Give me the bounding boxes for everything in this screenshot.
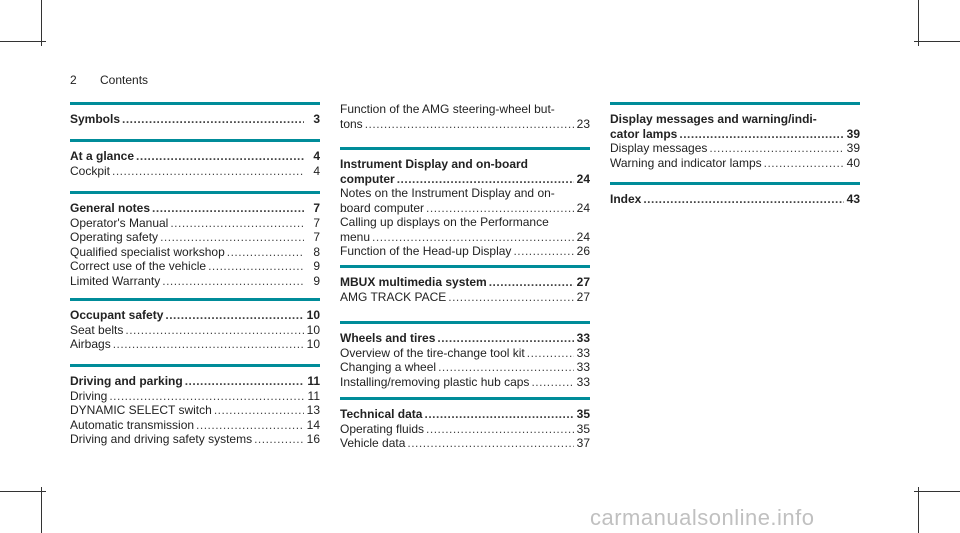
- dot-leader: [437, 331, 574, 346]
- dot-leader: [365, 117, 574, 132]
- toc-section-heading[interactable]: [340, 275, 590, 290]
- crop-mark: [0, 491, 46, 492]
- dot-leader: [531, 375, 574, 390]
- toc-entry-title: Driving: [70, 388, 108, 403]
- toc-section-heading[interactable]: [70, 112, 320, 127]
- toc-entry-text: Instrument Display and on-board: [340, 157, 529, 171]
- toc-entry-title: board computer: [340, 200, 425, 215]
- toc-section-heading[interactable]: [340, 172, 590, 187]
- crop-mark: [41, 0, 42, 46]
- dot-leader: [426, 422, 574, 437]
- dot-leader: [679, 127, 844, 142]
- crop-mark: [914, 41, 960, 42]
- dot-leader: [125, 323, 304, 338]
- dot-leader: [448, 290, 574, 305]
- toc-entry-title: Correct use of the vehicle: [70, 259, 207, 273]
- toc-entry-text: Notes on the Instrument Display and on-: [340, 186, 555, 200]
- toc-page-number: 24: [576, 171, 590, 186]
- dot-leader: [254, 432, 304, 447]
- dot-leader: [407, 436, 574, 451]
- toc-section: [70, 139, 320, 178]
- dot-leader: [185, 374, 304, 389]
- toc-page-number: 24: [576, 200, 590, 215]
- dot-leader: [397, 172, 574, 187]
- toc-page-number: 37: [576, 436, 590, 450]
- toc-entry-title: menu: [340, 229, 371, 244]
- section-rule: [70, 364, 320, 367]
- toc-entry-text: Function of the AMG steering-wheel but-: [340, 102, 555, 116]
- toc-entry[interactable]: [340, 346, 590, 361]
- toc-entry[interactable]: [70, 274, 320, 289]
- toc-page-number: 9: [313, 259, 320, 273]
- toc-page-number: 4: [313, 149, 320, 163]
- dot-leader: [112, 164, 304, 179]
- toc-entry[interactable]: [340, 117, 590, 132]
- toc-page-number: 16: [306, 432, 320, 446]
- dot-leader: [438, 360, 574, 375]
- toc-entry-title: Warning and indicator lamps: [610, 155, 762, 170]
- crop-mark: [918, 487, 919, 533]
- toc-entry-title: DYNAMIC SELECT switch: [70, 403, 212, 417]
- toc-entry-title: Index: [610, 192, 642, 206]
- toc-page-number: 40: [846, 155, 860, 170]
- toc-entry-title: Operating fluids: [340, 421, 425, 436]
- toc-section-heading[interactable]: [610, 192, 860, 207]
- toc-entry-title: computer: [340, 171, 395, 186]
- toc-entry[interactable]: [70, 337, 320, 352]
- toc-page-number: 8: [313, 244, 320, 259]
- toc-page-number: 33: [576, 345, 590, 360]
- dot-leader: [160, 230, 304, 245]
- toc-section: [70, 191, 320, 288]
- toc-entry-title: Cockpit: [70, 163, 111, 178]
- toc-entry[interactable]: [70, 403, 320, 418]
- crop-mark: [914, 491, 960, 492]
- toc-entry-text: Display messages and warning/indi-: [610, 112, 817, 126]
- toc-page-number: 10: [306, 337, 320, 351]
- section-rule: [340, 147, 590, 150]
- dot-leader: [152, 201, 304, 216]
- toc-page-number: 35: [576, 421, 590, 436]
- dot-leader: [424, 407, 574, 422]
- toc-entry[interactable]: [340, 375, 590, 390]
- toc-section: [340, 321, 590, 389]
- dot-leader: [372, 230, 574, 245]
- toc-entry-title: AMG TRACK PACE: [340, 289, 447, 304]
- toc-page-number: 23: [576, 116, 590, 131]
- dot-leader: [109, 389, 304, 404]
- toc-entry-title: Driving and parking: [70, 374, 183, 388]
- toc-entry[interactable]: [70, 245, 320, 260]
- toc-entry-title: Seat belts: [70, 322, 124, 337]
- toc-page-number: 43: [846, 192, 860, 206]
- toc-page-number: 39: [846, 126, 860, 141]
- dot-leader: [227, 245, 304, 260]
- toc-entry-title: Vehicle data: [340, 436, 406, 450]
- toc-page-number: 33: [576, 374, 590, 389]
- toc-entry-title: Operating safety: [70, 230, 159, 244]
- toc-entry[interactable]: [610, 141, 860, 156]
- crop-mark: [0, 41, 46, 42]
- toc-entry-title: cator lamps: [610, 126, 678, 141]
- toc-section: [340, 265, 590, 304]
- section-rule: [340, 321, 590, 324]
- toc-page-number: 13: [306, 403, 320, 417]
- dot-leader: [489, 275, 574, 290]
- toc-section-heading[interactable]: [70, 308, 320, 323]
- toc-entry-title: Occupant safety: [70, 308, 164, 322]
- dot-leader: [170, 216, 304, 231]
- toc-entry-title: Overview of the tire-change tool kit: [340, 345, 525, 360]
- dot-leader: [709, 141, 844, 156]
- toc-page-number: 10: [306, 322, 320, 337]
- toc-entry-title: Wheels and tires: [340, 331, 436, 345]
- toc-page-number: 11: [307, 388, 320, 403]
- toc-page-number: 33: [576, 331, 590, 345]
- toc-entry-title: Function of the Head-up Display: [340, 244, 512, 258]
- toc-entry[interactable]: [70, 323, 320, 338]
- toc-page-number: 3: [313, 112, 320, 126]
- dot-leader: [214, 403, 304, 418]
- toc-page-number: 33: [576, 360, 590, 374]
- toc-entry-title: MBUX multimedia system: [340, 275, 487, 289]
- dot-leader: [643, 192, 844, 207]
- section-rule: [610, 182, 860, 185]
- toc-entry-title: Symbols: [70, 112, 121, 126]
- toc-section-heading[interactable]: [610, 127, 860, 142]
- dot-leader: [165, 308, 304, 323]
- section-rule: [340, 265, 590, 268]
- page-title: Contents: [100, 73, 149, 87]
- toc-entry[interactable]: [70, 259, 320, 274]
- toc-entry-title: Display messages: [610, 141, 708, 155]
- toc-entry-text: Calling up displays on the Performance: [340, 215, 549, 229]
- toc-entry-title: Technical data: [340, 407, 423, 421]
- toc-entry-title: Qualified specialist workshop: [70, 244, 225, 259]
- dot-leader: [426, 201, 574, 216]
- toc-page-number: 10: [306, 308, 320, 322]
- toc-section-heading[interactable]: [340, 331, 590, 346]
- toc-page-number: 14: [306, 417, 320, 432]
- toc-entry-title: Installing/removing plastic hub caps: [340, 374, 530, 389]
- dot-leader: [196, 418, 304, 433]
- toc-entry-title: Limited Warranty: [70, 273, 161, 288]
- toc-entry-title: Changing a wheel: [340, 360, 437, 374]
- toc-page-number: 26: [576, 244, 590, 258]
- toc-entry-title: General notes: [70, 201, 151, 215]
- toc-page-number: 35: [576, 407, 590, 421]
- toc-entry-title: At a glance: [70, 149, 135, 163]
- toc-entry[interactable]: [340, 436, 590, 451]
- toc-page-number: 11: [307, 374, 320, 388]
- dot-leader: [527, 346, 574, 361]
- toc-section: [340, 102, 590, 131]
- section-rule: [70, 102, 320, 105]
- toc-entry-title: Airbags: [70, 337, 111, 351]
- dot-leader: [113, 337, 304, 352]
- toc-section: [610, 182, 860, 207]
- toc-entry[interactable]: [340, 360, 590, 375]
- dot-leader: [208, 259, 304, 274]
- dot-leader: [136, 149, 304, 164]
- crop-mark: [918, 0, 919, 46]
- toc-section: [70, 102, 320, 127]
- toc-page-number: 27: [576, 289, 590, 304]
- toc-entry[interactable]: [70, 230, 320, 245]
- toc-entry[interactable]: [340, 230, 590, 245]
- section-rule: [610, 102, 860, 105]
- toc-page-number: 9: [313, 273, 320, 288]
- toc-entry[interactable]: [610, 156, 860, 171]
- toc-page-number: 7: [313, 230, 320, 244]
- toc-section-heading[interactable]: [70, 201, 320, 216]
- toc-section: [70, 364, 320, 447]
- toc-entry[interactable]: [340, 244, 590, 259]
- dot-leader: [513, 244, 574, 259]
- toc-page-number: 4: [313, 163, 320, 178]
- toc-entry[interactable]: [70, 216, 320, 231]
- toc-section-heading[interactable]: [340, 407, 590, 422]
- dot-leader: [162, 274, 304, 289]
- watermark: carmanualsonline.info: [590, 505, 815, 530]
- toc-section: [70, 298, 320, 352]
- toc-entry[interactable]: [340, 290, 590, 305]
- toc-section-heading[interactable]: [70, 374, 320, 389]
- section-rule: [70, 139, 320, 142]
- toc-section: [610, 102, 860, 170]
- toc-entry-title: Driving and driving safety systems: [70, 432, 253, 446]
- toc-entry[interactable]: [340, 422, 590, 437]
- toc-page-number: 7: [313, 215, 320, 230]
- page-number: 2: [70, 73, 77, 87]
- toc-entry[interactable]: [70, 389, 320, 404]
- toc-entry[interactable]: [70, 418, 320, 433]
- toc-section: [340, 397, 590, 451]
- toc-entry[interactable]: [70, 432, 320, 447]
- crop-mark: [41, 487, 42, 533]
- toc-page-number: 24: [576, 229, 590, 244]
- toc-entry[interactable]: [70, 164, 320, 179]
- toc-page-number: 7: [313, 201, 320, 215]
- toc-entry-title: Automatic transmission: [70, 417, 195, 432]
- toc-entry[interactable]: [340, 201, 590, 216]
- toc-section: [340, 147, 590, 259]
- toc-page-number: 39: [846, 141, 860, 155]
- section-rule: [70, 298, 320, 301]
- toc-entry-title: Operator's Manual: [70, 215, 169, 230]
- toc-entry-title: tons: [340, 116, 363, 131]
- section-rule: [70, 191, 320, 194]
- dot-leader: [764, 156, 844, 171]
- dot-leader: [122, 112, 304, 127]
- section-rule: [340, 397, 590, 400]
- toc-page-number: 27: [576, 275, 590, 289]
- toc-section-heading[interactable]: [70, 149, 320, 164]
